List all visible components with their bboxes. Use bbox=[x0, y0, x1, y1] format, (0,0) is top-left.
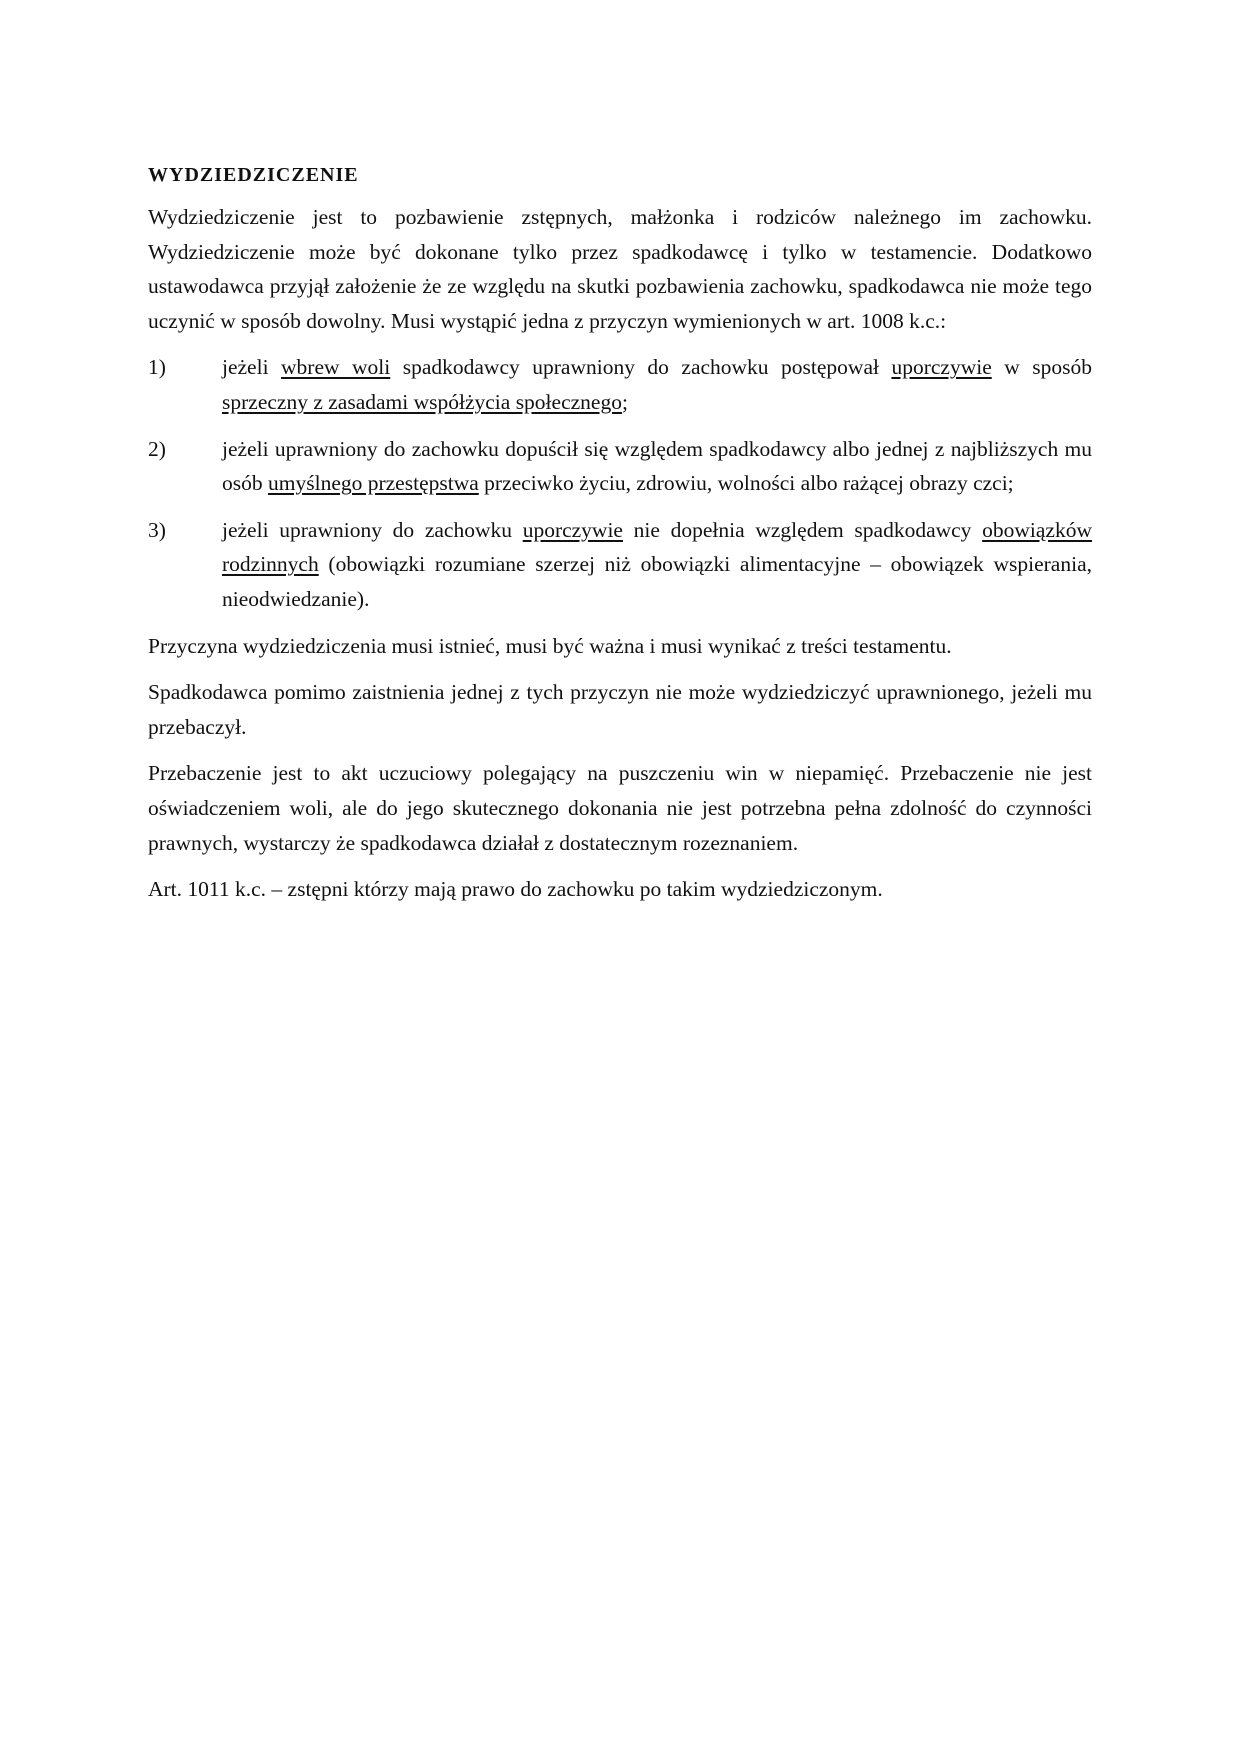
paragraph: Przyczyna wydziedziczenia musi istnieć, musi być ważna i musi wynikać z treści testamentu. bbox=[148, 633, 952, 658]
intro-paragraph: Wydziedziczenie jest to pozbawienie zstępnych, małżonka i rodziców należnego im zachowku. Wydziedziczenie może być dokonane tylko przez spadkodawcę i tylko w testamencie. Dodatkowo ustawodawca przyjął założenie że ze względu na skutki pozbawienia zachowku, spadkodawca nie może tego uczynić w sposób dowolny. Musi wystąpić jedna z przyczyn wymienionych w art. 1008 k.c.: bbox=[148, 205, 1092, 333]
paragraph: Przebaczenie jest to akt uczuciowy polegający na puszczeniu win w niepamięć. Przebaczenie nie jest oświadczeniem woli, ale do jego skutecznego dokonania nie jest potrzebna pełna zdolność do czynności prawnych, wystarczy że spadkodawca działał z dostatecznym rozeznaniem. bbox=[148, 761, 1092, 855]
underlined-text: umyślnego przestępstwa bbox=[268, 471, 479, 496]
text: w sposób bbox=[991, 355, 1092, 380]
underlined-text: sprzeczny z zasadami współżycia społecznego bbox=[222, 389, 622, 414]
underlined-text: uporczywie bbox=[891, 355, 992, 380]
list-item bbox=[148, 350, 1092, 419]
list-number: 3) bbox=[148, 517, 166, 542]
text: jeżeli uprawniony do zachowku dopuścił się względem spadkodawcy albo jednej z najbliższych mu osób bbox=[222, 436, 1092, 496]
document-page bbox=[148, 160, 1092, 919]
paragraph: Art. 1011 k.c. – zstępni którzy mają prawo do zachowku po takim wydziedziczonym. bbox=[148, 877, 883, 902]
list-text bbox=[222, 513, 1092, 617]
underlined-text: uporczywie bbox=[522, 517, 623, 542]
list-number: 1) bbox=[148, 355, 166, 380]
text: przeciwko życiu, zdrowiu, wolności albo rażącej obrazy czci; bbox=[478, 471, 1014, 496]
underlined-text: obowiązków rodzinnych bbox=[222, 517, 1093, 577]
list-text bbox=[222, 432, 1092, 501]
text: nie dopełnia względem spadkodawcy bbox=[622, 517, 983, 542]
text: jeżeli bbox=[222, 355, 282, 380]
list-item bbox=[148, 513, 1092, 617]
text: ; bbox=[621, 389, 628, 414]
list-number: 2) bbox=[148, 436, 166, 461]
underlined-text: wbrew woli bbox=[281, 355, 391, 380]
list-item bbox=[148, 432, 1092, 501]
text: (obowiązki rozumiane szerzej niż obowiązki alimentacyjne – obowiązek wspierania, nieodwiedzanie). bbox=[222, 552, 1092, 611]
text: spadkodawcy uprawniony do zachowku postępował bbox=[390, 355, 892, 380]
list-text bbox=[222, 350, 1092, 419]
text: jeżeli uprawniony do zachowku bbox=[222, 517, 523, 542]
document-title: WYDZIEDZICZENIE bbox=[148, 164, 359, 186]
paragraph: Spadkodawca pomimo zaistnienia jednej z tych przyczyn nie może wydziedziczyć uprawnionego, jeżeli mu przebaczył. bbox=[148, 680, 1092, 739]
